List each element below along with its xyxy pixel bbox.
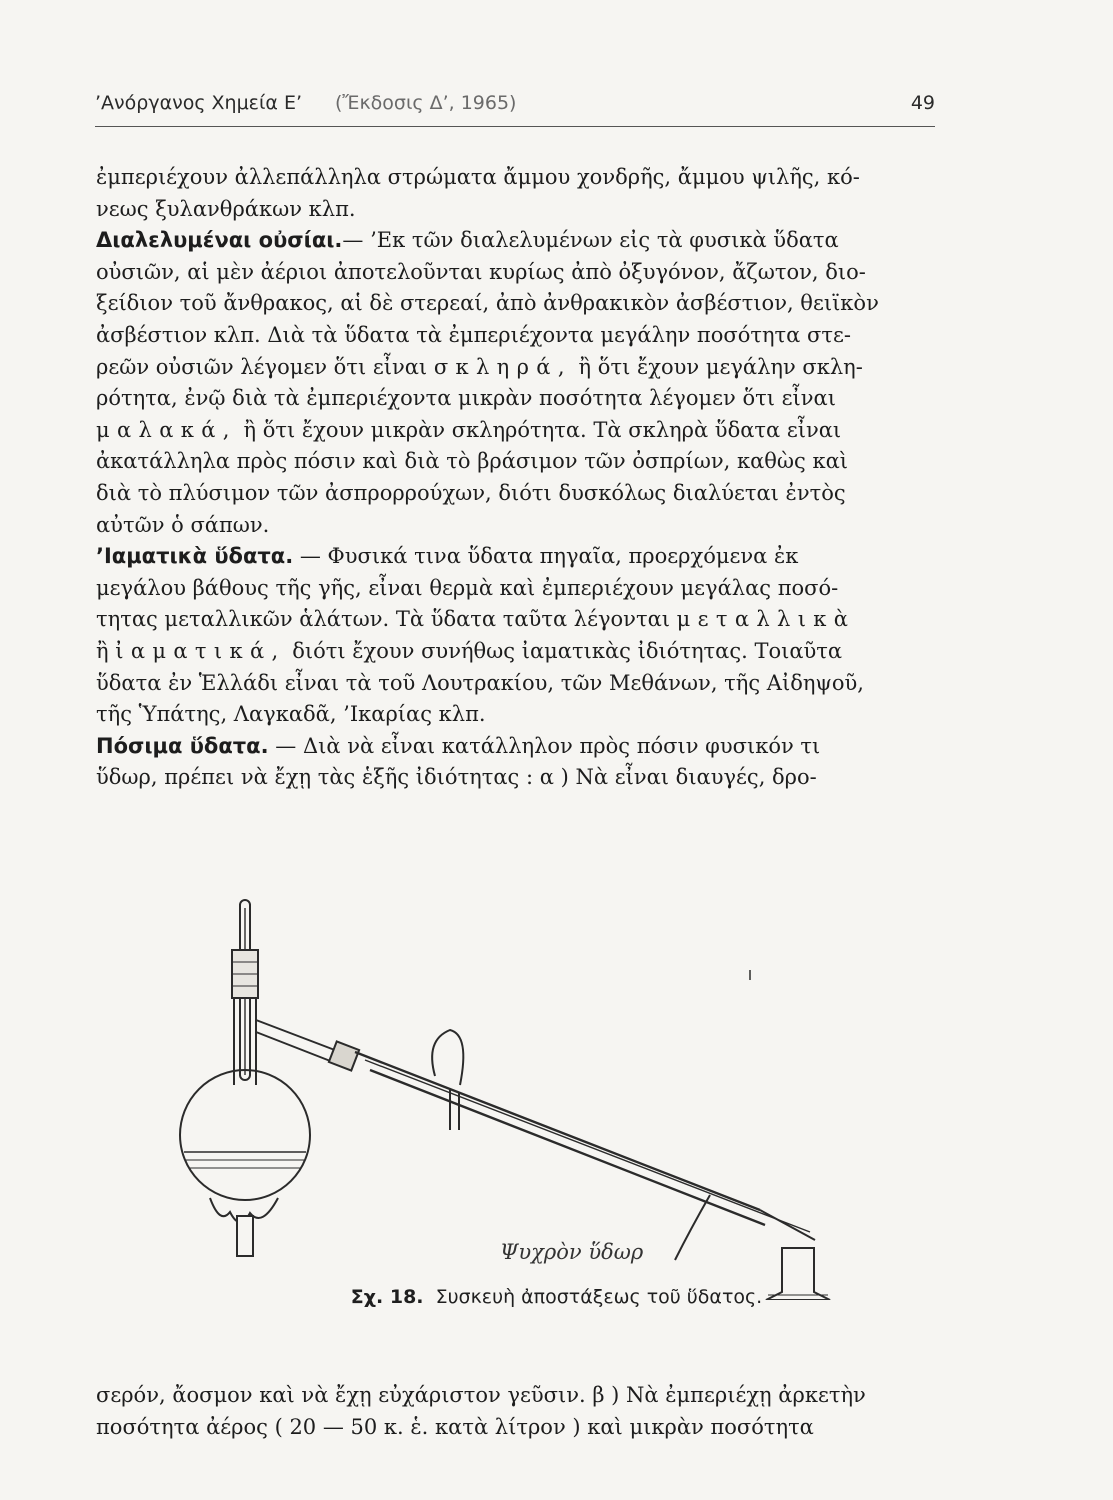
text-line: νεως ξυλανθράκων κλπ. bbox=[96, 196, 356, 221]
burner bbox=[237, 1216, 253, 1256]
text-line: ρεῶν οὐσιῶν λέγομεν ὅτι εἶναι σκληρά, ἢ ὅτι ἔχουν μεγάλην σκλη- bbox=[96, 354, 863, 379]
text-line: σερόν, ἄοσμον καὶ νὰ ἔχῃ εὐχάριστον γεῦσιν. β ) Νὰ ἐμπεριέχῃ ἀρκετὴν bbox=[96, 1383, 866, 1407]
emphasis: μαλακά, bbox=[96, 417, 237, 442]
section-heading: ’Ιαματικὰ ὕδατα. bbox=[96, 544, 294, 569]
text-line: ’Ιαματικὰ ὕδατα. — Φυσικά τινα ὕδατα πηγαῖα, προερχόμενα ἐκ bbox=[96, 544, 799, 569]
body-text-lower bbox=[96, 1380, 934, 1443]
text-line: τητας μεταλλικῶν ἁλάτων. Τὰ ὕδατα ταῦτα λέγονται μεταλλικὰ bbox=[96, 607, 856, 632]
text-line: ἐμπεριέχουν ἀλλεπάλληλα στρώματα ἄμμου χονδρῆς, ἄμμου ψιλῆς, κό- bbox=[96, 165, 860, 189]
text-line: μεγάλου βάθους τῆς γῆς, εἶναι θερμὰ καὶ ἐμπεριέχουν μεγάλας ποσό- bbox=[96, 575, 839, 600]
text-line: Διαλελυμέναι οὐσίαι.— ’Εκ τῶν διαλελυμένων εἰς τὰ φυσικὰ ὕδατα bbox=[96, 228, 839, 253]
text-line: αὐτῶν ὁ σάπων. bbox=[96, 512, 270, 537]
emphasis: ἰαματικά, bbox=[115, 638, 286, 663]
text-line: διὰ τὸ πλύσιμον τῶν ἀσπρορρούχων, διότι δυσκόλως διαλύεται ἐντὸς bbox=[96, 480, 846, 505]
text-line: ὕδωρ, πρέπει νὰ ἔχῃ τὰς ἑξῆς ἰδιότητας : α ) Νὰ εἶναι διαυγές, δρο- bbox=[96, 765, 817, 790]
text-line: ξείδιον τοῦ ἄνθρακος, αἱ δὲ στερεαί, ἀπὸ ἀνθρακικὸν ἀσβέστιον, θειϊκὸν bbox=[96, 291, 879, 316]
text-line: ἀκατάλληλα πρὸς πόσιν καὶ διὰ τὸ βράσιμον τῶν ὀσπρίων, καθὼς καὶ bbox=[96, 449, 849, 474]
figure-caption bbox=[0, 1286, 1113, 1308]
cooling-water-label: Ψυχρὸν ὕδωρ bbox=[500, 1240, 644, 1264]
distillation-figure bbox=[170, 880, 950, 1300]
text-line: ρότητα, ἐνῷ διὰ τὰ ἐμπεριέχοντα μικρὰν ποσότητα λέγομεν ὅτι εἶναι bbox=[96, 386, 836, 411]
emphasis: σκληρά, bbox=[433, 354, 572, 379]
page-number: 49 bbox=[910, 92, 935, 114]
text-line: ὕδατα ἐν Ἑλλάδι εἶναι τὰ τοῦ Λουτρακίου, τῶν Μεθάνων, τῆς Αἰδηψοῦ, bbox=[96, 670, 864, 695]
figure-number: Σχ. 18. bbox=[350, 1286, 424, 1308]
text-line: ἢ ἰαματικά, διότι ἔχουν συνήθως ἰαματικὰς ἰδιότητας. Τοιαῦτα bbox=[96, 638, 843, 663]
text-line: μαλακά, ἢ ὅτι ἔχουν μικρὰν σκληρότητα. Τὰ σκληρὰ ὕδατα εἶναι bbox=[96, 417, 842, 442]
text-line: τῆς Ὑπάτης, Λαγκαδᾶ, ’Ικαρίας κλπ. bbox=[96, 702, 486, 727]
section-heading: Διαλελυμέναι οὐσίαι. bbox=[96, 228, 343, 253]
book-title: ’Ανόργανος Χημεία Ε’ bbox=[95, 92, 302, 114]
text-line: οὐσιῶν, αἱ μὲν ἀέριοι ἀποτελοῦνται κυρίως ἀπὸ ὀξυγόνον, ἄζωτον, διο- bbox=[96, 259, 866, 284]
round-flask bbox=[180, 1070, 310, 1200]
distillation-apparatus-drawing bbox=[170, 880, 950, 1300]
running-head bbox=[95, 92, 935, 122]
text-line: ἀσβέστιον κλπ. Διὰ τὰ ὕδατα τὰ ἐμπεριέχοντα μεγάλην ποσότητα στε- bbox=[96, 322, 851, 347]
body-text-upper bbox=[96, 162, 934, 794]
section-heading: Πόσιμα ὕδατα. bbox=[96, 733, 269, 758]
cooling-outlet-loop bbox=[432, 1030, 463, 1085]
text-line: ποσότητα ἀέρος ( 20 — 50 κ. ἑ. κατὰ λίτρον ) καὶ μικρὰν ποσότητα bbox=[96, 1414, 814, 1439]
cooling-inlet bbox=[675, 1195, 710, 1260]
text-line: Πόσιμα ὕδατα. — Διὰ νὰ εἶναι κατάλληλον πρὸς πόσιν φυσικόν τι bbox=[96, 733, 821, 758]
edition-note: (Ἔκδοσις Δ’, 1965) bbox=[335, 92, 517, 114]
tube-connector bbox=[329, 1041, 359, 1070]
condenser bbox=[355, 1052, 760, 1210]
caption-text: Συσκευὴ ἀποστάξεως τοῦ ὕδατος. bbox=[435, 1286, 763, 1308]
header-rule bbox=[95, 126, 935, 127]
emphasis: μεταλλικὰ bbox=[676, 607, 856, 632]
